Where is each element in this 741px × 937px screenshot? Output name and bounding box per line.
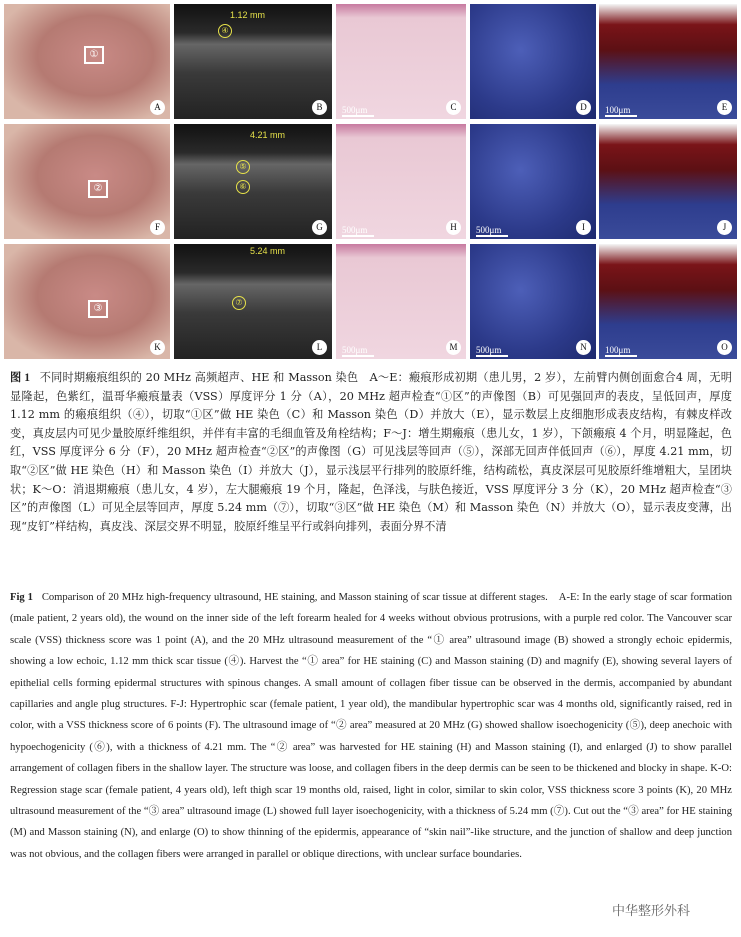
caption-english (10, 587, 732, 865)
panel-label: I (576, 220, 591, 235)
panel-label: K (150, 340, 165, 355)
panel-n (470, 244, 596, 359)
panel-label: G (312, 220, 327, 235)
panel-label: H (446, 220, 461, 235)
scale-bar-label: 100μm (605, 345, 631, 355)
watermark: 中华整形外科 (612, 900, 690, 919)
panel-f (4, 124, 170, 239)
caption-chinese (10, 369, 732, 536)
panel-label: N (576, 340, 591, 355)
panel-label: C (446, 100, 461, 115)
panel-k (4, 244, 170, 359)
scale-bar-label: 100μm (605, 105, 631, 115)
scale-bar (342, 235, 374, 237)
panel-o (599, 244, 737, 359)
scale-bar-label: 500μm (342, 105, 368, 115)
caption-zh-label: 图 1 (10, 372, 30, 384)
panel-label: E (717, 100, 732, 115)
scale-bar (342, 115, 374, 117)
scale-bar-label: 500μm (342, 225, 368, 235)
panel-j (599, 124, 737, 239)
thickness-measure: 4.21 mm (250, 130, 286, 140)
region-marker: ⑤ (236, 160, 250, 174)
panel-i (470, 124, 596, 239)
region-marker: ⑥ (236, 180, 250, 194)
panel-h (336, 124, 466, 239)
scale-bar (476, 355, 508, 357)
panel-b (174, 4, 332, 119)
panel-g (174, 124, 332, 239)
zone-marker: ③ (88, 300, 108, 318)
panel-c (336, 4, 466, 119)
caption-en-label: Fig 1 (10, 592, 33, 603)
figure-panels (0, 0, 741, 362)
panel-d (470, 4, 596, 119)
panel-label: J (717, 220, 732, 235)
scale-bar-label: 500μm (342, 345, 368, 355)
region-marker: ④ (218, 24, 232, 38)
panel-label: M (446, 340, 461, 355)
panel-label: O (717, 340, 732, 355)
panel-l (174, 244, 332, 359)
caption-en-text: Comparison of 20 MHz high-frequency ultrasound, HE staining, and Masson staining of scar tissue at different stages. A-E: In the early stage of scar formation (male patient, 2 years old), the wound on the inner side of the left forearm healed for 4 weeks without obvious protrusions, with a purple red color. The Vancouver scar scale (VSS) thickness score was 1 point (A), and the 20 MHz ultrasound measurement of the “① area” ultrasound image (B) showed a strongly echoic epidermis, showing a low echoic, 1.12 mm thick scar tissue (④). Harvest the “① area” for HE staining (C) and Masson staining (D) and magnify (E), showing several layers of epithelial cells forming epidermal structures with spinous changes. A small amount of collagen fiber tissue can be observed in the dermis, accompanied by abundant capillaries and angle plug structures. F-J: Hypertrophic scar (female patient, 1 year old), the mandibular hypertrophic scar was 4 months old, significantly raised, red in color, with a VSS thickness score of 6 points (F). The ultrasound image of “② area” measured at 20 MHz (G) showed shallow isoechogenicity (⑤), deep anechoic with hypoechogenicity (⑥), with a thickness of 4.21 mm. The “② area” was harvested for HE staining (H) and Masson staining (I), and enlarged (J) to show parallel arrangement of collagen fibers in the shallow layer. The structure was loose, and collagen fibers in the deep dermis can be seen to be thickened and blocky in shape. K-O: Regression stage scar (female patient, 4 years old), left thigh scar 19 months old, raised, light in color, similar to skin color, VSS thickness score 3 points (K), 20 MHz ultrasound measurement of the “③ area” ultrasound image (L) showed full layer isoechogenicity, with a thickness of 5.24 mm (⑦). Cut out the “③ area” for HE staining (M) and Masson staining (N), and enlarge (O) to show thinning of the epidermis, appearance of “skin nail”-like structure, and the junction of shallow and deep junction was not obvious, and the collagen fibers were arranged in parallel or oblique directions, with unclear surface boundaries. (10, 592, 732, 860)
panel-m (336, 244, 466, 359)
panel-label: F (150, 220, 165, 235)
zone-marker: ② (88, 180, 108, 198)
scale-bar-label: 500μm (476, 345, 502, 355)
caption-zh-text: 不同时期瘢痕组织的 20 MHz 高频超声、HE 和 Masson 染色 A～E：瘢痕形成初期（患儿男，2 岁），左前臂内侧创面愈合4 周，无明显隆起，色紫红，温哥华瘢痕量表（VSS）厚度评分 1 分（A），20 MHz 超声检查“①区”的声像图（B）可见强回声的表皮，呈低回声，厚度 1.12 mm 的瘢痕组织（④），切取“①区”做 HE 染色（C）和 Masson 染色（D）并放大（E），显示数层上皮细胞形成表皮结构，有棘皮样改变，真皮层内可见少量胶原纤维组织，并伴有丰富的毛细血管及角栓结构；F～J：增生期瘢痕（患儿女，1 岁），下颌瘢痕 4 个月，明显隆起，色红，VSS 厚度评分 6 分（F），20 MHz 超声检查“②区”的声像图（G）可见浅层等回声（⑤），深部无回声伴低回声（⑥），厚度 4.21 mm，切取“②区”做 HE 染色（H）和 Masson 染色（I）并放大（J），显示浅层平行排列的胶原纤维，结构疏松，真皮深层可见胶原纤维增粗大，呈团块状；K～O：消退期瘢痕（患儿女，4 岁），左大腿瘢痕 19 个月，隆起，色泽浅，与肤色接近，VSS 厚度评分 3 分（K），20 MHz 超声检查“③区”的声像图（L）可见全层等回声，厚度 5.24 mm（⑦），切取“③区”做 HE 染色（M）和 Masson 染色（N）并放大（O），显示表皮变薄，出现“皮钉”样结构，真皮浅、深层交界不明显，胶原纤维呈平行或斜向排列，表面分界不清 (10, 371, 732, 533)
scale-bar (476, 235, 508, 237)
region-marker: ⑦ (232, 296, 246, 310)
zone-marker: ① (84, 46, 104, 64)
scale-bar-label: 500μm (476, 225, 502, 235)
panel-label: D (576, 100, 591, 115)
panel-label: L (312, 340, 327, 355)
thickness-measure: 1.12 mm (230, 10, 266, 20)
thickness-measure: 5.24 mm (250, 246, 286, 256)
panel-a (4, 4, 170, 119)
scale-bar (605, 355, 637, 357)
panel-e (599, 4, 737, 119)
panel-label: A (150, 100, 165, 115)
scale-bar (342, 355, 374, 357)
scale-bar (605, 115, 637, 117)
panel-label: B (312, 100, 327, 115)
